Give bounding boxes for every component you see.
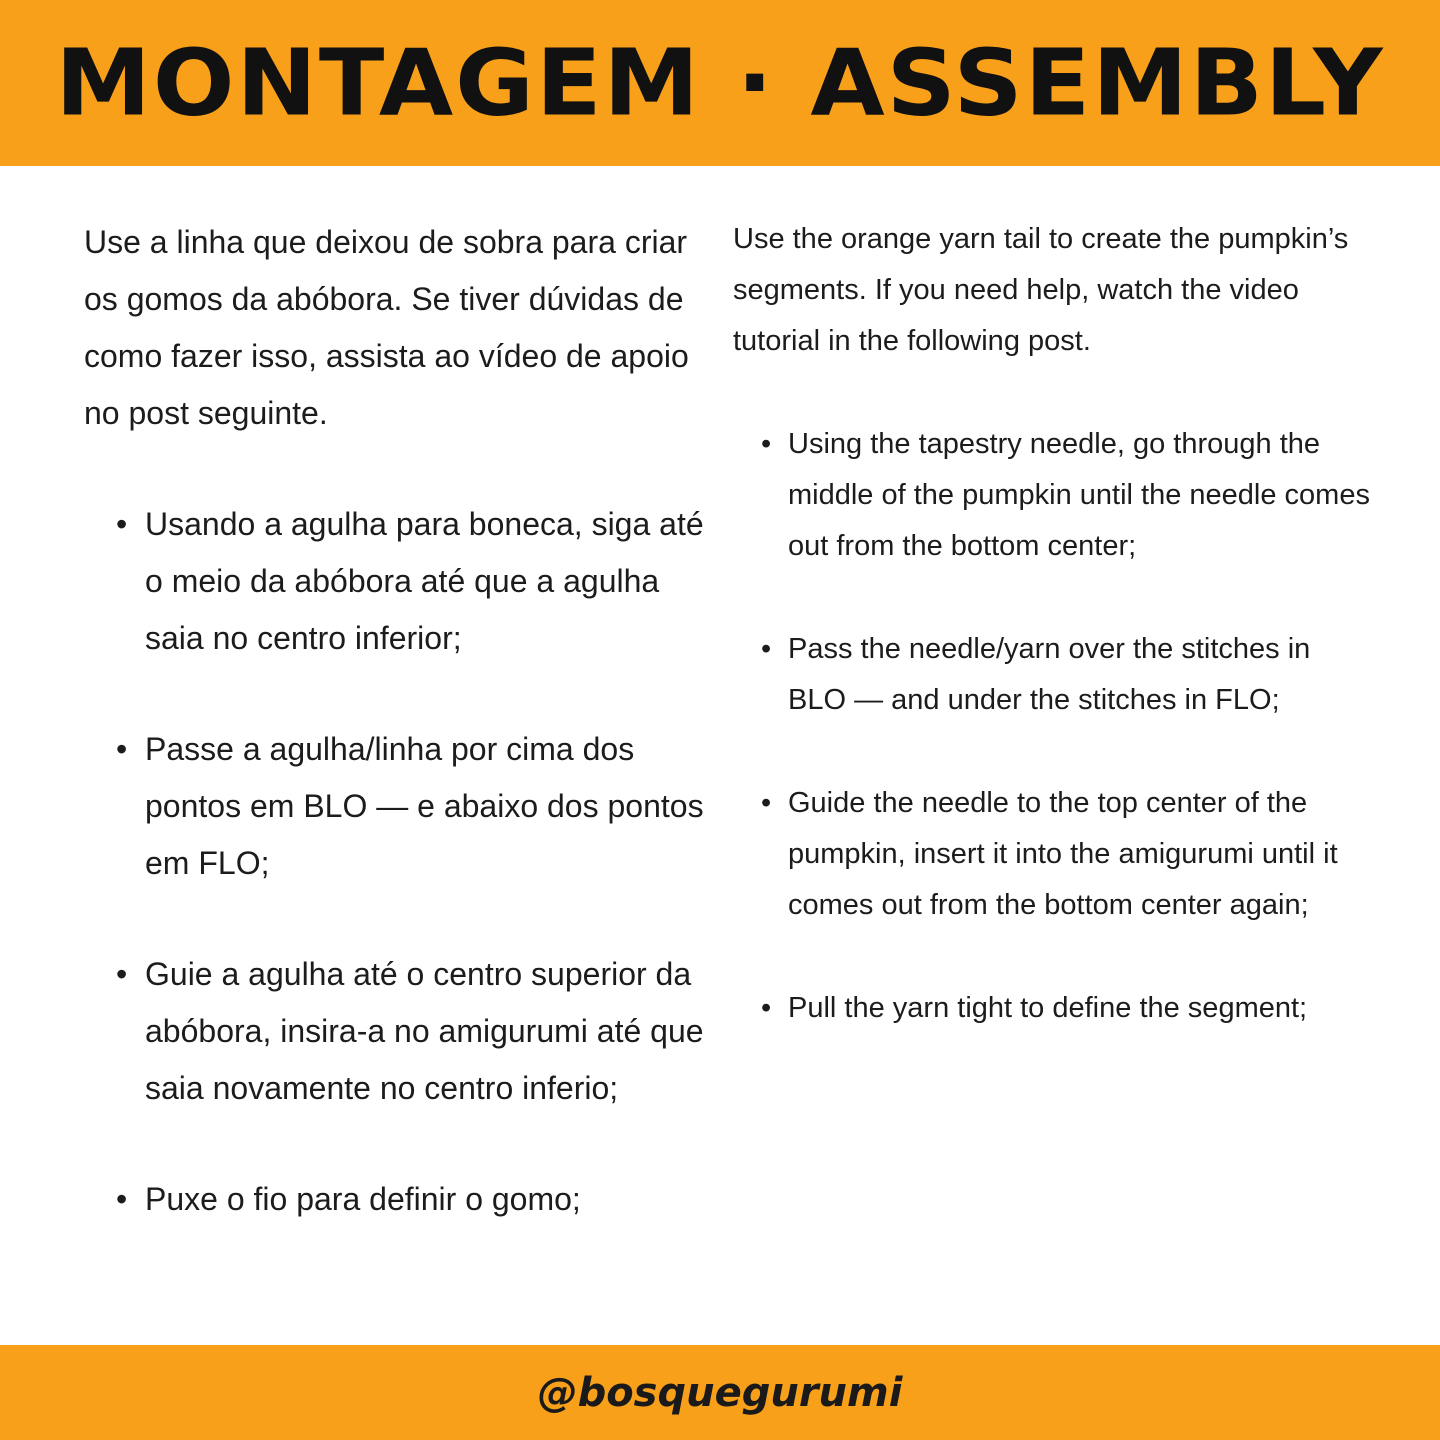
english-step: • Pull the yarn tight to define the segment; [733, 983, 1373, 1034]
portuguese-steps [84, 496, 724, 1228]
footer-banner [0, 1345, 1440, 1440]
portuguese-intro: Use a linha que deixou de sobra para criar os gomos da abóbora. Se tiver dúvidas de como fazer isso, assista ao vídeo de apoio no post seguinte. [84, 224, 689, 431]
portuguese-column [84, 214, 724, 1282]
portuguese-step: • Usando a agulha para boneca, siga até o meio da abóbora até que a agulha saia no centro inferior; [84, 496, 724, 667]
english-column [733, 214, 1373, 1086]
portuguese-step: • Puxe o fio para definir o gomo; [84, 1171, 724, 1228]
portuguese-step: • Guie a agulha até o centro superior da abóbora, insira-a no amigurumi até que saia novamente no centro inferio; [84, 946, 724, 1117]
english-steps [733, 419, 1373, 1034]
page-title: MONTAGEM · ASSEMBLY [55, 29, 1385, 137]
portuguese-step: • Passe a agulha/linha por cima dos pontos em BLO — e abaixo dos pontos em FLO; [84, 721, 724, 892]
header-banner [0, 0, 1440, 166]
english-intro: Use the orange yarn tail to create the pumpkin’s segments. If you need help, watch the video tutorial in the following post. [733, 223, 1349, 357]
author-handle: @bosquegurumi [537, 1369, 903, 1416]
english-step: • Using the tapestry needle, go through the middle of the pumpkin until the needle comes out from the bottom center; [733, 419, 1373, 572]
english-step: • Guide the needle to the top center of the pumpkin, insert it into the amigurumi until it comes out from the bottom center again; [733, 778, 1373, 931]
english-step: • Pass the needle/yarn over the stitches in BLO — and under the stitches in FLO; [733, 624, 1373, 726]
